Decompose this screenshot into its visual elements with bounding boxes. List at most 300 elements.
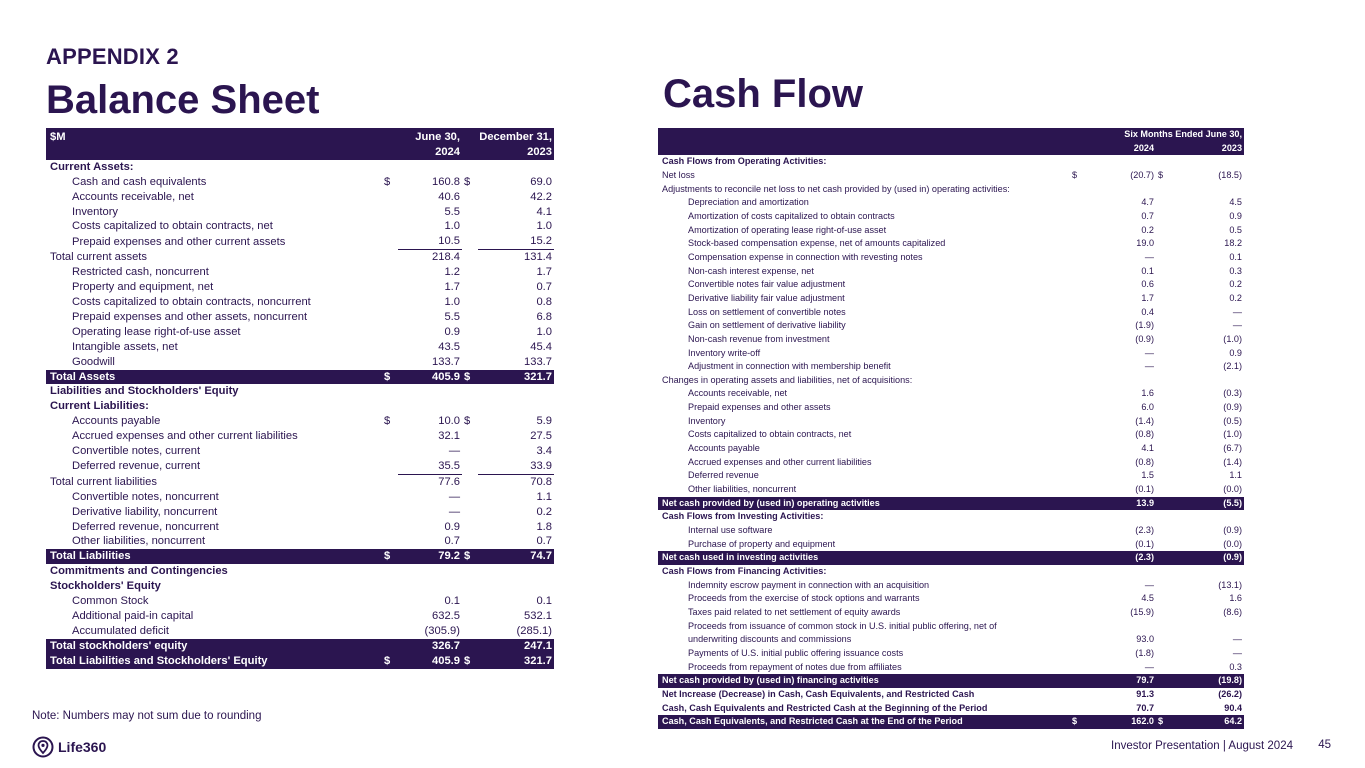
row-value-1: 405.9 bbox=[398, 654, 462, 669]
row-value-1: 0.7 bbox=[444, 535, 460, 548]
row-label: Net cash provided by (used in) operating activities bbox=[658, 497, 1070, 511]
row-currency-2 bbox=[1156, 210, 1170, 224]
row-currency-2 bbox=[462, 205, 478, 220]
row-value-2 bbox=[1170, 183, 1244, 197]
row-value-1: — bbox=[1144, 661, 1154, 672]
row-value-1: 4.1 bbox=[1141, 443, 1154, 454]
row-label: Costs capitalized to obtain contracts, net bbox=[72, 220, 273, 233]
row-value-1: 32.1 bbox=[438, 430, 460, 443]
row-label: Derivative liability fair value adjustment bbox=[688, 292, 845, 303]
row-value-1: 93.0 bbox=[1136, 634, 1154, 645]
col2-header-line1: December 31, bbox=[479, 131, 552, 143]
page-number: 45 bbox=[1318, 739, 1331, 751]
row-value-1: 77.6 bbox=[438, 475, 460, 488]
company-logo bbox=[32, 736, 106, 758]
row-currency-1 bbox=[382, 205, 398, 220]
row-currency-1 bbox=[1070, 579, 1084, 593]
row-currency-2 bbox=[1156, 702, 1170, 716]
row-value-1: 1.0 bbox=[444, 220, 460, 233]
row-value-1: 10.0 bbox=[438, 415, 460, 428]
row-currency-1 bbox=[1070, 251, 1084, 265]
row-currency-2: $ bbox=[462, 654, 478, 669]
row-value-1: 160.8 bbox=[432, 175, 460, 188]
table-row bbox=[658, 524, 1244, 538]
row-currency-1 bbox=[1070, 401, 1084, 415]
row-currency-2 bbox=[1156, 620, 1170, 634]
row-currency-1 bbox=[1070, 510, 1084, 524]
row-label: Adjustments to reconcile net loss to net cash provided by (used in) operating activities: bbox=[662, 183, 1010, 194]
table-row bbox=[658, 415, 1244, 429]
row-value-2: 0.9 bbox=[1229, 210, 1242, 221]
col2-header-line2: 2023 bbox=[527, 145, 552, 158]
table-row bbox=[46, 624, 554, 639]
row-value-2: 70.8 bbox=[530, 475, 552, 488]
row-label: Common Stock bbox=[72, 595, 149, 608]
row-currency-1 bbox=[382, 295, 398, 310]
table-row bbox=[658, 538, 1244, 552]
row-currency-1 bbox=[382, 624, 398, 639]
row-label: Prepaid expenses and other assets bbox=[688, 402, 831, 413]
row-label: Current Assets: bbox=[50, 160, 134, 173]
row-label: Derivative liability, noncurrent bbox=[72, 505, 218, 518]
row-currency-1 bbox=[382, 250, 398, 265]
row-value-2: 1.7 bbox=[536, 266, 552, 279]
row-label: Adjustment in connection with membership benefit bbox=[688, 361, 891, 372]
row-value-1: 0.9 bbox=[444, 325, 460, 338]
row-value-1: 0.2 bbox=[1141, 224, 1154, 235]
cash-flow-col2-header: 2023 bbox=[1170, 142, 1244, 156]
row-currency-2 bbox=[462, 190, 478, 205]
table-row bbox=[658, 661, 1244, 675]
balance-sheet-header-label: $M bbox=[46, 128, 382, 160]
row-value-2: 0.9 bbox=[1229, 347, 1242, 358]
row-currency-2 bbox=[1156, 196, 1170, 210]
row-currency-2 bbox=[462, 325, 478, 340]
row-label: Cash, Cash Equivalents and Restricted Cash at the Beginning of the Period bbox=[662, 702, 988, 713]
row-value-2: 1.6 bbox=[1229, 593, 1242, 604]
table-row bbox=[658, 497, 1244, 511]
table-row bbox=[46, 160, 554, 175]
row-currency-1 bbox=[382, 594, 398, 609]
row-currency-1 bbox=[1070, 292, 1084, 306]
row-currency-2 bbox=[1156, 524, 1170, 538]
row-value-2: (0.9) bbox=[1223, 402, 1242, 413]
row-currency-2 bbox=[1156, 688, 1170, 702]
row-currency-1 bbox=[1070, 442, 1084, 456]
row-label: Gain on settlement of derivative liability bbox=[688, 320, 846, 331]
row-value-2: 0.1 bbox=[1229, 251, 1242, 262]
row-label: Goodwill bbox=[72, 355, 115, 368]
table-row bbox=[46, 265, 554, 280]
row-value-1 bbox=[1084, 183, 1156, 197]
table-row bbox=[658, 510, 1244, 524]
row-value-2: 0.8 bbox=[536, 295, 552, 308]
row-value-2: 18.2 bbox=[1224, 238, 1242, 249]
table-row bbox=[46, 639, 554, 654]
row-value-2: (0.3) bbox=[1223, 388, 1242, 399]
row-currency-2: $ bbox=[462, 549, 478, 564]
row-label: Deferred revenue, current bbox=[72, 460, 201, 473]
row-value-2: (1.0) bbox=[1223, 429, 1242, 440]
table-row bbox=[46, 325, 554, 340]
row-value-1 bbox=[398, 384, 462, 399]
row-label: Inventory bbox=[72, 205, 119, 218]
row-label: Accounts payable bbox=[688, 443, 760, 454]
row-currency-2 bbox=[1156, 155, 1170, 169]
row-value-1: 91.3 bbox=[1136, 688, 1154, 699]
row-label: Net Increase (Decrease) in Cash, Cash Equivalents, and Restricted Cash bbox=[662, 688, 975, 699]
row-currency-2 bbox=[462, 384, 478, 399]
row-label: Total stockholders' equity bbox=[46, 639, 382, 654]
row-label: Non-cash interest expense, net bbox=[688, 265, 814, 276]
row-label: Accrued expenses and other current liabilities bbox=[688, 456, 872, 467]
row-value-2 bbox=[1170, 620, 1244, 634]
row-currency-1 bbox=[1070, 606, 1084, 620]
table-row bbox=[46, 250, 554, 265]
row-label: Compensation expense in connection with revesting notes bbox=[688, 251, 923, 262]
table-row bbox=[658, 278, 1244, 292]
balance-sheet-col1-header bbox=[398, 128, 462, 160]
row-label: Changes in operating assets and liabilities, net of acquisitions: bbox=[662, 374, 913, 385]
row-currency-1 bbox=[1070, 224, 1084, 238]
table-row bbox=[658, 565, 1244, 579]
row-value-2: (26.2) bbox=[1218, 688, 1242, 699]
table-row bbox=[658, 674, 1244, 688]
table-row bbox=[658, 319, 1244, 333]
row-label: Net loss bbox=[662, 169, 695, 180]
row-label: Costs capitalized to obtain contracts, net bbox=[688, 429, 852, 440]
row-currency-2 bbox=[462, 459, 478, 474]
row-currency-1 bbox=[1070, 483, 1084, 497]
row-value-2: 1.8 bbox=[536, 520, 552, 533]
row-currency-2 bbox=[1156, 237, 1170, 251]
row-value-2: 74.7 bbox=[478, 549, 554, 564]
row-currency-2 bbox=[1156, 633, 1170, 647]
row-currency-2 bbox=[1156, 661, 1170, 675]
row-value-1: 133.7 bbox=[432, 355, 460, 368]
row-value-1 bbox=[398, 399, 462, 414]
row-value-2: 33.9 bbox=[478, 459, 554, 474]
row-value-1: (0.1) bbox=[1135, 538, 1154, 549]
row-currency-1: $ bbox=[382, 370, 398, 385]
row-currency-1 bbox=[382, 190, 398, 205]
row-label: Stock-based compensation expense, net of amounts capitalized bbox=[688, 238, 946, 249]
row-value-1 bbox=[1084, 155, 1156, 169]
row-currency-1 bbox=[1070, 688, 1084, 702]
row-currency-2: $ bbox=[1158, 169, 1164, 180]
table-row bbox=[46, 370, 554, 385]
row-value-2: — bbox=[1232, 634, 1242, 645]
row-label: Total Assets bbox=[46, 370, 382, 385]
row-currency-1 bbox=[1070, 620, 1084, 634]
row-currency-1 bbox=[382, 384, 398, 399]
row-currency-1 bbox=[382, 355, 398, 370]
row-value-1: 79.2 bbox=[398, 549, 462, 564]
row-value-2 bbox=[478, 399, 554, 414]
row-currency-2 bbox=[1156, 292, 1170, 306]
col1-header-line2: 2024 bbox=[435, 145, 460, 158]
table-row bbox=[46, 579, 554, 594]
row-currency-1 bbox=[1070, 278, 1084, 292]
table-row bbox=[658, 483, 1244, 497]
row-currency-1 bbox=[1070, 333, 1084, 347]
row-currency-1 bbox=[1070, 196, 1084, 210]
row-value-2: (19.8) bbox=[1170, 674, 1244, 688]
row-label: Cash Flows from Financing Activities: bbox=[662, 566, 827, 576]
row-value-2: 0.2 bbox=[536, 505, 552, 518]
row-currency-2 bbox=[462, 219, 478, 234]
row-currency-1 bbox=[1070, 661, 1084, 675]
table-row bbox=[658, 442, 1244, 456]
row-currency-1 bbox=[1070, 702, 1084, 716]
row-value-2: 0.3 bbox=[1229, 265, 1242, 276]
row-value-1: 5.5 bbox=[444, 310, 460, 323]
row-value-1: 79.7 bbox=[1084, 674, 1156, 688]
row-value-2 bbox=[1170, 155, 1244, 169]
row-currency-2 bbox=[1156, 347, 1170, 361]
row-value-2: 1.0 bbox=[536, 325, 552, 338]
row-value-1: (0.1) bbox=[1135, 484, 1154, 495]
row-label: Depreciation and amortization bbox=[688, 197, 809, 208]
row-currency-2 bbox=[1156, 415, 1170, 429]
row-currency-1: $ bbox=[384, 175, 391, 188]
row-value-1: (305.9) bbox=[424, 624, 460, 637]
row-currency-2 bbox=[1156, 278, 1170, 292]
cash-flow-body bbox=[658, 155, 1244, 729]
row-currency-2 bbox=[1156, 674, 1170, 688]
row-value-1: (20.7) bbox=[1130, 169, 1154, 180]
row-value-1: 0.1 bbox=[444, 595, 460, 608]
row-currency-1 bbox=[382, 564, 398, 579]
row-value-2: (2.1) bbox=[1223, 361, 1242, 372]
row-label: Convertible notes, current bbox=[72, 445, 201, 458]
row-currency-1 bbox=[1070, 155, 1084, 169]
row-currency-2 bbox=[1156, 251, 1170, 265]
row-value-2: (18.5) bbox=[1218, 169, 1242, 180]
row-currency-1 bbox=[1070, 565, 1084, 579]
row-value-1: 1.0 bbox=[444, 295, 460, 308]
balance-sheet-col2-header bbox=[478, 128, 554, 160]
row-label: Convertible notes fair value adjustment bbox=[688, 279, 846, 290]
table-row bbox=[658, 579, 1244, 593]
life360-pin-logo-icon bbox=[32, 736, 54, 758]
row-label: Other liabilities, noncurrent bbox=[72, 535, 206, 548]
row-label: Liabilities and Stockholders' Equity bbox=[50, 385, 239, 398]
row-currency-2 bbox=[1156, 374, 1170, 388]
row-label: Internal use software bbox=[688, 525, 773, 536]
row-value-2: 0.3 bbox=[1229, 661, 1242, 672]
row-value-2: — bbox=[1232, 320, 1242, 331]
row-currency-1 bbox=[1070, 469, 1084, 483]
row-currency-1 bbox=[1070, 428, 1084, 442]
row-currency-2 bbox=[1156, 401, 1170, 415]
row-value-1: 5.5 bbox=[444, 205, 460, 218]
table-row bbox=[658, 469, 1244, 483]
row-currency-2 bbox=[1156, 183, 1170, 197]
row-label: Operating lease right-of-use asset bbox=[72, 325, 241, 338]
row-label: Total Liabilities bbox=[46, 549, 382, 564]
row-currency-2 bbox=[462, 594, 478, 609]
row-value-1: (15.9) bbox=[1130, 606, 1154, 617]
row-currency-1 bbox=[382, 399, 398, 414]
row-currency-1 bbox=[382, 234, 398, 249]
table-row bbox=[658, 592, 1244, 606]
row-label: underwriting discounts and commissions bbox=[688, 634, 852, 645]
row-value-2 bbox=[1170, 510, 1244, 524]
row-currency-2 bbox=[462, 520, 478, 535]
table-row bbox=[46, 340, 554, 355]
row-currency-2 bbox=[462, 265, 478, 280]
row-value-1: (0.8) bbox=[1135, 429, 1154, 440]
row-value-2: (0.9) bbox=[1223, 525, 1242, 536]
balance-sheet-table bbox=[46, 128, 554, 669]
table-row bbox=[46, 429, 554, 444]
row-currency-2 bbox=[462, 280, 478, 295]
row-label: Cash Flows from Operating Activities: bbox=[662, 156, 827, 167]
table-row bbox=[46, 459, 554, 474]
row-value-2: 532.1 bbox=[524, 610, 552, 622]
table-row bbox=[658, 360, 1244, 374]
row-value-2: 131.4 bbox=[524, 251, 552, 264]
table-row bbox=[658, 647, 1244, 661]
row-label: Cash Flows from Investing Activities: bbox=[662, 511, 824, 522]
table-row bbox=[658, 237, 1244, 251]
row-value-1: — bbox=[448, 505, 460, 518]
row-value-1: 4.5 bbox=[1141, 593, 1154, 604]
row-value-1: 218.4 bbox=[432, 251, 460, 264]
row-currency-2 bbox=[1156, 565, 1170, 579]
row-value-1: 1.7 bbox=[444, 281, 460, 294]
row-currency-1 bbox=[382, 265, 398, 280]
row-value-1 bbox=[398, 579, 462, 594]
row-value-2 bbox=[478, 579, 554, 594]
table-row bbox=[658, 428, 1244, 442]
row-label: Total current liabilities bbox=[50, 475, 157, 488]
row-value-2: (0.0) bbox=[1223, 484, 1242, 495]
row-value-2: (6.7) bbox=[1223, 443, 1242, 454]
table-row bbox=[46, 234, 554, 249]
row-value-2: 0.7 bbox=[536, 535, 552, 548]
row-value-1: 43.5 bbox=[438, 340, 460, 353]
table-row bbox=[46, 549, 554, 564]
cash-flow-header-years-row bbox=[658, 142, 1244, 156]
cash-flow-title: Cash Flow bbox=[663, 72, 864, 116]
row-currency-1 bbox=[1070, 387, 1084, 401]
row-value-1: — bbox=[1144, 579, 1154, 590]
row-value-2: 0.5 bbox=[1229, 224, 1242, 235]
row-currency-1 bbox=[382, 639, 398, 654]
balance-sheet-header bbox=[46, 128, 554, 160]
row-value-1: 70.7 bbox=[1136, 702, 1154, 713]
row-currency-1 bbox=[1070, 415, 1084, 429]
row-label: Taxes paid related to net settlement of equity awards bbox=[688, 606, 901, 617]
row-label: Non-cash revenue from investment bbox=[688, 333, 830, 344]
table-row bbox=[46, 505, 554, 520]
row-currency-1 bbox=[382, 429, 398, 444]
row-value-1: 19.0 bbox=[1136, 238, 1154, 249]
table-row bbox=[46, 534, 554, 549]
row-value-2: (5.5) bbox=[1170, 497, 1244, 511]
row-currency-1 bbox=[382, 505, 398, 520]
row-currency-1 bbox=[1070, 374, 1084, 388]
row-value-1: 0.7 bbox=[1141, 210, 1154, 221]
row-value-1 bbox=[1084, 510, 1156, 524]
row-currency-2 bbox=[462, 564, 478, 579]
row-value-1: 35.5 bbox=[398, 459, 462, 474]
row-currency-2 bbox=[462, 444, 478, 459]
row-currency-1 bbox=[1070, 592, 1084, 606]
row-currency-1 bbox=[382, 340, 398, 355]
row-value-1: — bbox=[1144, 361, 1154, 372]
table-row bbox=[658, 196, 1244, 210]
row-value-1: 13.9 bbox=[1084, 497, 1156, 511]
table-row bbox=[46, 399, 554, 414]
row-value-1: 0.6 bbox=[1141, 279, 1154, 290]
row-currency-1 bbox=[1070, 524, 1084, 538]
row-currency-1 bbox=[1070, 647, 1084, 661]
row-currency-2 bbox=[1156, 224, 1170, 238]
table-row bbox=[658, 715, 1244, 729]
row-label: Proceeds from the exercise of stock options and warrants bbox=[688, 593, 920, 604]
row-currency-1 bbox=[382, 534, 398, 549]
table-row bbox=[658, 265, 1244, 279]
row-value-1: (2.3) bbox=[1084, 551, 1156, 565]
row-value-2: (0.5) bbox=[1223, 415, 1242, 426]
row-currency-2 bbox=[1156, 456, 1170, 470]
row-value-1: — bbox=[448, 490, 460, 503]
row-currency-2 bbox=[462, 160, 478, 175]
row-currency-1 bbox=[382, 160, 398, 175]
row-value-1: 0.4 bbox=[1141, 306, 1154, 317]
row-label: Total Liabilities and Stockholders' Equity bbox=[46, 654, 382, 669]
table-row bbox=[658, 155, 1244, 169]
table-row bbox=[658, 620, 1244, 634]
row-currency-2 bbox=[462, 250, 478, 265]
row-label: Restricted cash, noncurrent bbox=[72, 266, 209, 279]
row-label: Prepaid expenses and other current assets bbox=[72, 235, 286, 248]
row-value-1: — bbox=[1144, 347, 1154, 358]
row-value-1: 10.5 bbox=[398, 234, 462, 249]
row-value-1: 1.7 bbox=[1141, 292, 1154, 303]
row-currency-2 bbox=[462, 310, 478, 325]
row-value-2: 5.9 bbox=[536, 415, 552, 428]
row-currency-2 bbox=[462, 579, 478, 594]
row-currency-2 bbox=[462, 534, 478, 549]
row-value-2: 42.2 bbox=[530, 190, 552, 203]
cash-flow-table bbox=[658, 128, 1244, 729]
row-value-2: 1.1 bbox=[1229, 470, 1242, 481]
row-currency-1 bbox=[1070, 237, 1084, 251]
row-value-2: 0.2 bbox=[1229, 292, 1242, 303]
row-currency-2 bbox=[462, 609, 478, 624]
table-row bbox=[46, 654, 554, 669]
logo-text: Life360 bbox=[58, 739, 107, 755]
row-label: Other liabilities, noncurrent bbox=[688, 484, 797, 495]
row-currency-1 bbox=[1070, 497, 1084, 511]
row-currency-2 bbox=[462, 429, 478, 444]
table-row bbox=[658, 251, 1244, 265]
row-label: Cash, Cash Equivalents, and Restricted Cash at the End of the Period bbox=[658, 715, 1070, 729]
row-label: Stockholders' Equity bbox=[50, 580, 161, 593]
table-row bbox=[658, 633, 1244, 647]
row-value-1: — bbox=[448, 445, 460, 458]
row-label: Costs capitalized to obtain contracts, noncurrent bbox=[72, 295, 311, 308]
row-label: Proceeds from issuance of common stock in U.S. initial public offering, net of bbox=[688, 620, 997, 631]
table-row bbox=[658, 169, 1244, 183]
row-value-1: (1.9) bbox=[1135, 320, 1154, 331]
row-currency-1: $ bbox=[1070, 715, 1084, 729]
row-label: Commitments and Contingencies bbox=[50, 565, 228, 578]
